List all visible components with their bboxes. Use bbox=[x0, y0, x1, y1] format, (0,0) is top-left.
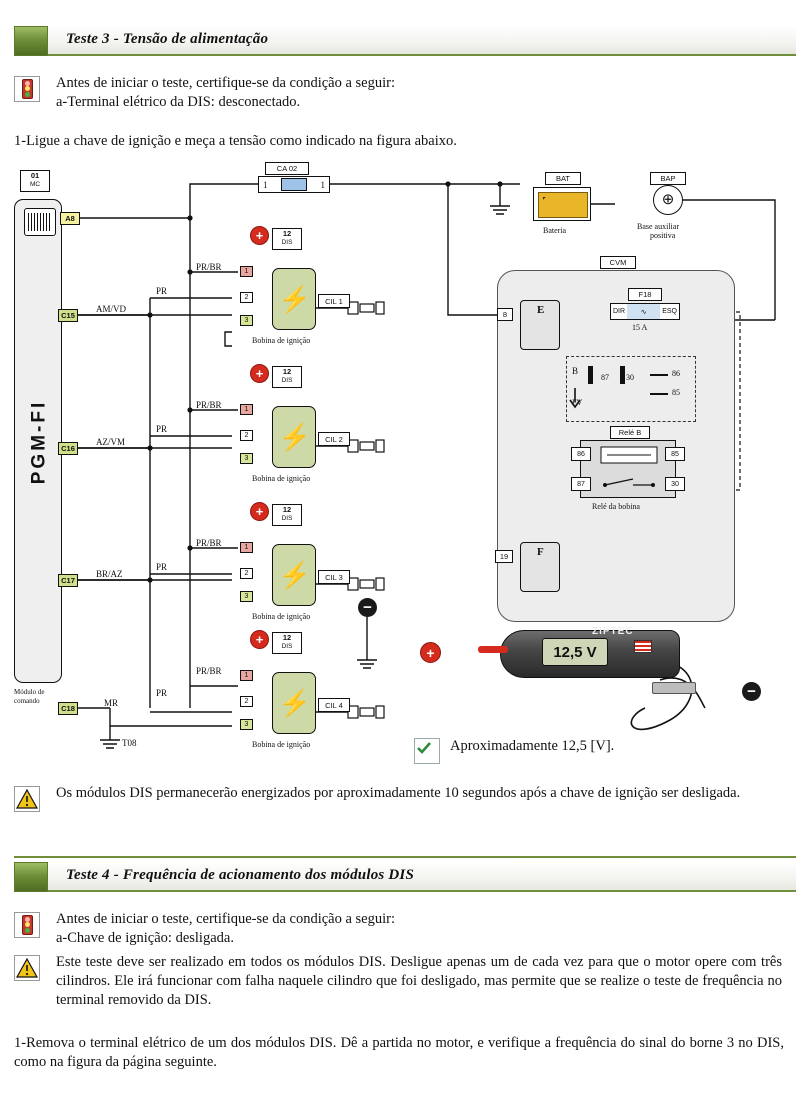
section-title-2: Teste 4 - Frequência de acionamento dos módulos DIS bbox=[66, 867, 414, 883]
ecu-label: PGM-FI bbox=[28, 399, 49, 485]
probe-plus-icon: + bbox=[420, 642, 441, 663]
battery-caption: Bateria bbox=[543, 226, 567, 235]
coil4-caption: Bobina de ignição bbox=[252, 740, 311, 749]
multimeter-probe-tip bbox=[478, 646, 508, 653]
wire-label-mr: MR bbox=[104, 698, 119, 708]
wiring-diagram bbox=[0, 160, 810, 780]
bap-caption-2: positiva bbox=[650, 231, 676, 240]
coil4-term-2: 2 bbox=[240, 696, 253, 707]
relay-caption: Relé da bobina bbox=[592, 502, 640, 511]
test3-condition-note bbox=[14, 76, 774, 116]
relay-term-86: 86 bbox=[571, 447, 591, 461]
coil4-term-1: 1 bbox=[240, 670, 253, 681]
coil-2: ⚡ bbox=[272, 406, 316, 468]
wire-label-pr-2: PR bbox=[156, 424, 168, 434]
coil-3: ⚡ bbox=[272, 544, 316, 606]
test4-warning-text: Este teste deve ser realizado em todos os módulos DIS. Desligue apenas um de cada vez para que o motor opere com três cilindros. Ele irá funcionar com falha naquele cilindro que foi desligado, mas permite que se realize o teste de frequência no terminal removido da DIS. bbox=[56, 954, 782, 1008]
multimeter-reading: 12,5 V bbox=[542, 638, 608, 666]
coil3-cyl: CIL 3 bbox=[318, 570, 350, 584]
coil3-term-2: 2 bbox=[240, 568, 253, 579]
coil1-caption: Bobina de ignição bbox=[252, 336, 311, 345]
relay-term-87: 87 bbox=[571, 477, 591, 491]
test3-warning-text: Os módulos DIS permanecerão energizados por aproximadamente 10 segundos após a chave de ignição ser desligada. bbox=[56, 785, 741, 801]
multimeter-brand: ZIPTEC bbox=[592, 626, 634, 637]
coil4-plus-icon: + bbox=[250, 630, 269, 649]
coil-1: ⚡ bbox=[272, 268, 316, 330]
ecu-pin-c17: C17 bbox=[58, 574, 78, 587]
wire-label-prbr-1: PR/BR bbox=[196, 262, 222, 272]
cvm-block-e-label: E bbox=[537, 304, 545, 316]
probe-minus-icon: − bbox=[742, 682, 761, 701]
coil3-plus-icon: + bbox=[250, 502, 269, 521]
ca02-pin-left: 1 bbox=[263, 179, 268, 190]
section-swatch-2 bbox=[14, 862, 48, 892]
probe-minus-ground-icon: − bbox=[358, 598, 377, 617]
cvm-pin-f: 19 bbox=[495, 550, 513, 563]
relay-coil bbox=[577, 440, 679, 498]
battery bbox=[533, 187, 591, 221]
relay-symbol-icon bbox=[581, 441, 677, 499]
coil2-term-1: 1 bbox=[240, 404, 253, 415]
connector-ca02-tag: CA 02 bbox=[265, 162, 309, 175]
fuse-right-label: ESQ bbox=[662, 308, 677, 315]
coil-4: ⚡ bbox=[272, 672, 316, 734]
fv-b-label: B bbox=[572, 366, 579, 376]
fv-term-86: 86 bbox=[672, 369, 680, 378]
relay-term-85: 85 bbox=[665, 447, 685, 461]
fuse-tag: F18 bbox=[628, 288, 662, 301]
connector-ca02 bbox=[258, 176, 330, 193]
cvm-tag: CVM bbox=[600, 256, 636, 269]
coil3-caption: Bobina de ignição bbox=[252, 612, 311, 621]
wire-label-prbr-3: PR/BR bbox=[196, 538, 222, 548]
result-label: Aproximadamente 12,5 [V]. bbox=[450, 738, 615, 754]
coil1-term-2: 2 bbox=[240, 292, 253, 303]
coil2-dis-tag: 12 DIS bbox=[272, 366, 302, 388]
coil2-term-3: 3 bbox=[240, 453, 253, 464]
warning-icon bbox=[14, 786, 40, 812]
coil4-dis-tag: 12 DIS bbox=[272, 632, 302, 654]
bap-terminal-icon: ⊕ bbox=[653, 185, 683, 215]
coil1-term-3: 3 bbox=[240, 315, 253, 326]
fuse-left-label: DIR bbox=[613, 308, 626, 315]
section-header-teste3 bbox=[14, 26, 796, 56]
coil3-dis-tag: 12 DIS bbox=[272, 504, 302, 526]
coil2-caption: Bobina de ignição bbox=[252, 474, 311, 483]
test4-step1: 1-Remova o terminal elétrico de um dos módulos DIS. Dê a partida no motor, e verifique a frequência do sinal do borne 3 no DIS, como na figura da página seguinte. bbox=[14, 1035, 784, 1070]
wire-label-pr-4: PR bbox=[156, 688, 168, 698]
ecu-pin-a8: A8 bbox=[60, 212, 80, 225]
wire-label-amvd: AM/VD bbox=[96, 304, 127, 314]
coil1-dis-tag: 12 DIS bbox=[272, 228, 302, 250]
bap-caption-1: Base auxiliar bbox=[637, 222, 679, 231]
coil2-cyl: CIL 2 bbox=[318, 432, 350, 446]
result-check-icon bbox=[414, 738, 440, 764]
ecu-caption-1: Módulo de bbox=[14, 688, 45, 696]
coil1-term-1: 1 bbox=[240, 266, 253, 277]
relay-tag: Relé B bbox=[610, 426, 650, 439]
wire-label-pr-1: PR bbox=[156, 286, 168, 296]
traffic-light-icon bbox=[14, 76, 40, 102]
relay-term-30: 30 bbox=[665, 477, 685, 491]
coil4-term-3: 3 bbox=[240, 719, 253, 730]
ground-label-t08: T08 bbox=[122, 738, 137, 748]
ecu-tag: 01 MC bbox=[20, 170, 50, 192]
coil2-plus-icon: + bbox=[250, 364, 269, 383]
fuse-element-icon: ∿ bbox=[627, 304, 660, 319]
ecu-pin-c16: C16 bbox=[58, 442, 78, 455]
coil3-term-1: 1 bbox=[240, 542, 253, 553]
ecu-pin-c15: C15 bbox=[58, 309, 78, 322]
coil2-term-2: 2 bbox=[240, 430, 253, 441]
test4-condition-line1: Antes de iniciar o teste, certifique-se da condição a seguir: bbox=[56, 911, 396, 927]
wire-label-prbr-4: PR/BR bbox=[196, 666, 222, 676]
multimeter bbox=[470, 622, 720, 722]
ecu-caption-2: comando bbox=[14, 697, 40, 705]
ecu-pin-c18: C18 bbox=[58, 702, 78, 715]
test4-condition-line2: a-Chave de ignição: desligada. bbox=[56, 930, 234, 946]
section-swatch bbox=[14, 26, 48, 56]
coil4-cyl: CIL 4 bbox=[318, 698, 350, 712]
cvm-pin-e: 8 bbox=[497, 308, 513, 321]
test3-step1: 1-Ligue a chave de ignição e meça a tensão como indicado na figura abaixo. bbox=[14, 133, 457, 149]
section-header-teste4 bbox=[14, 862, 796, 892]
traffic-light-icon-2 bbox=[14, 912, 40, 938]
ecu-module bbox=[14, 199, 62, 683]
coil1-cyl: CIL 1 bbox=[318, 294, 350, 308]
fuse-f18 bbox=[610, 303, 680, 320]
fv-term-30: 30 bbox=[626, 373, 634, 382]
cvm-block-f-label: F bbox=[537, 546, 544, 558]
multimeter-flag-icon bbox=[634, 640, 652, 653]
wire-label-azvm: AZ/VM bbox=[96, 437, 125, 447]
fv-label: FV bbox=[572, 398, 583, 407]
fv-term-87: 87 bbox=[601, 373, 609, 382]
fuse-rating: 15 A bbox=[632, 323, 648, 332]
coil1-plus-icon: + bbox=[250, 226, 269, 245]
ca02-pin-right: 1 bbox=[320, 179, 325, 190]
wire-label-braz: BR/AZ bbox=[96, 569, 123, 579]
test3-condition-line1: Antes de iniciar o teste, certifique-se da condição a seguir: bbox=[56, 75, 396, 91]
multimeter-black-probe bbox=[652, 682, 696, 694]
coil3-term-3: 3 bbox=[240, 591, 253, 602]
test3-condition-line2: a-Terminal elétrico da DIS: desconectado. bbox=[56, 94, 301, 110]
fv-term-85: 85 bbox=[672, 388, 680, 397]
battery-tag: BAT bbox=[545, 172, 581, 185]
section-title: Teste 3 - Tensão de alimentação bbox=[66, 31, 269, 47]
wire-label-prbr-2: PR/BR bbox=[196, 400, 222, 410]
bap-tag: BAP bbox=[650, 172, 686, 185]
warning-icon-2 bbox=[14, 955, 40, 981]
fv-arrow-icon bbox=[566, 388, 586, 412]
section-divider bbox=[14, 856, 796, 858]
wire-label-pr-3: PR bbox=[156, 562, 168, 572]
